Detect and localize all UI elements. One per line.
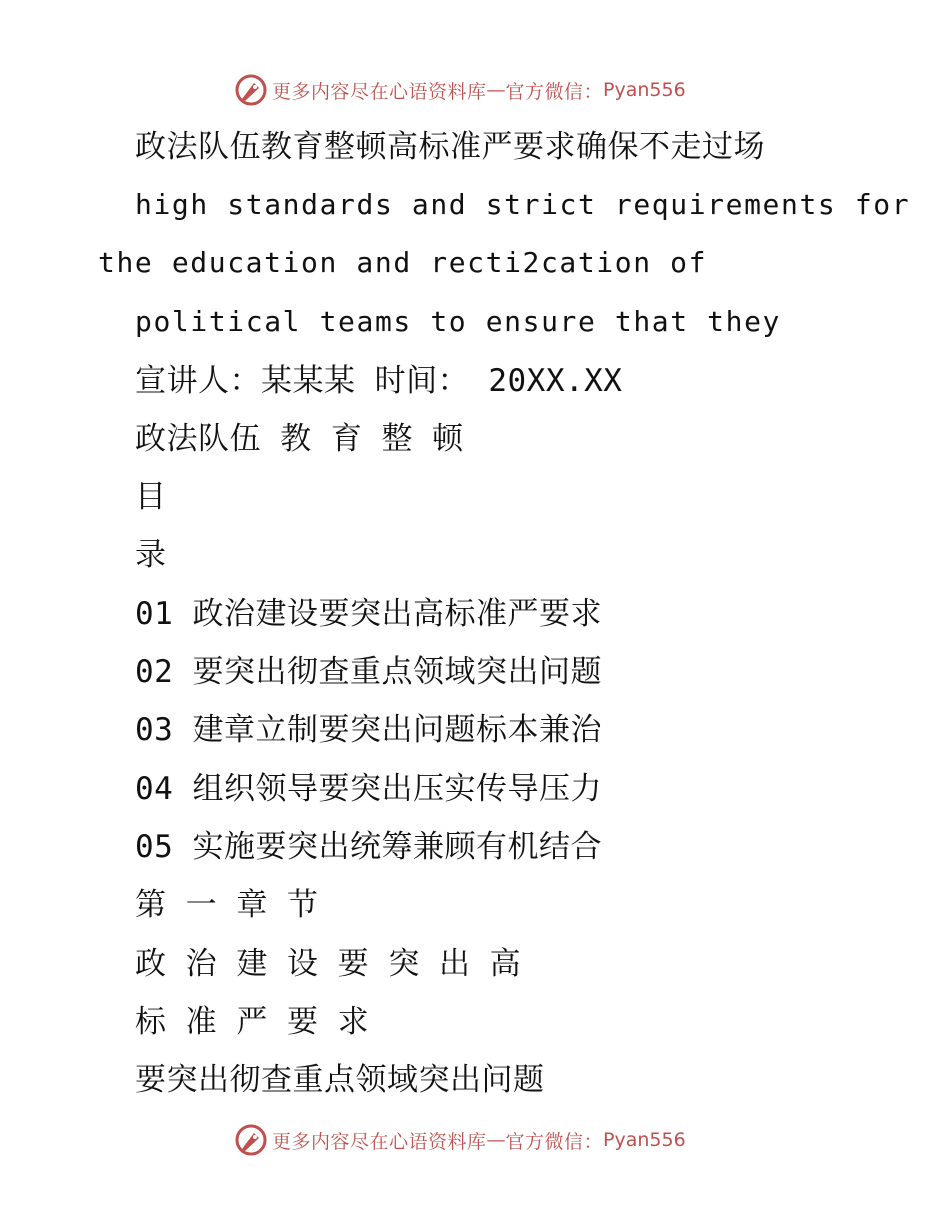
- watermark-text: 更多内容尽在心语资料库: [272, 1130, 487, 1153]
- toc-item: 03 建章立制要突出问题标本兼治: [135, 712, 602, 748]
- watermark-separator: —: [486, 1129, 506, 1151]
- header-watermark: [234, 72, 686, 108]
- toc-item: 02 要突出彻查重点领域突出问题: [135, 654, 602, 690]
- watermark-id: Pyan556: [603, 1129, 686, 1151]
- subject-line: 政法队伍 教 育 整 顿: [135, 421, 464, 457]
- toc-item: 05 实施要突出统筹兼顾有机结合: [135, 829, 602, 865]
- watermark-separator: —: [486, 79, 506, 101]
- chapter-label: 第 一 章 节: [135, 887, 319, 923]
- document-title: 政法队伍教育整顿高标准严要求确保不走过场: [135, 129, 765, 165]
- english-title-line-3: political teams to ensure that they: [135, 305, 782, 338]
- pen-nib-logo-icon: [234, 73, 268, 107]
- toc-heading-1: 目: [135, 479, 167, 515]
- english-title-line-1: high standards and strict requirements for: [135, 188, 911, 221]
- watermark-label: 官方微信：: [505, 1130, 604, 1153]
- section-title-line-1: 政 治 建 设 要 突 出 高: [135, 946, 522, 982]
- toc-item: 04 组织领导要突出压实传导压力: [135, 771, 602, 807]
- watermark-label: 官方微信：: [505, 80, 604, 103]
- toc-item: 01 政治建设要突出高标准严要求: [135, 596, 602, 632]
- pen-nib-logo-icon: [234, 1123, 268, 1157]
- toc-heading-2: 录: [135, 537, 167, 573]
- watermark-id: Pyan556: [603, 79, 686, 101]
- english-title-line-2: the education and recti2cation of: [98, 246, 708, 279]
- next-heading: 要突出彻查重点领域突出问题: [135, 1062, 545, 1098]
- section-title-line-2: 标 准 严 要 求: [135, 1004, 370, 1040]
- speaker-line: 宣讲人：某某某 时间： 20XX.XX: [135, 363, 623, 399]
- footer-watermark: [234, 1122, 686, 1158]
- watermark-text: 更多内容尽在心语资料库: [272, 80, 487, 103]
